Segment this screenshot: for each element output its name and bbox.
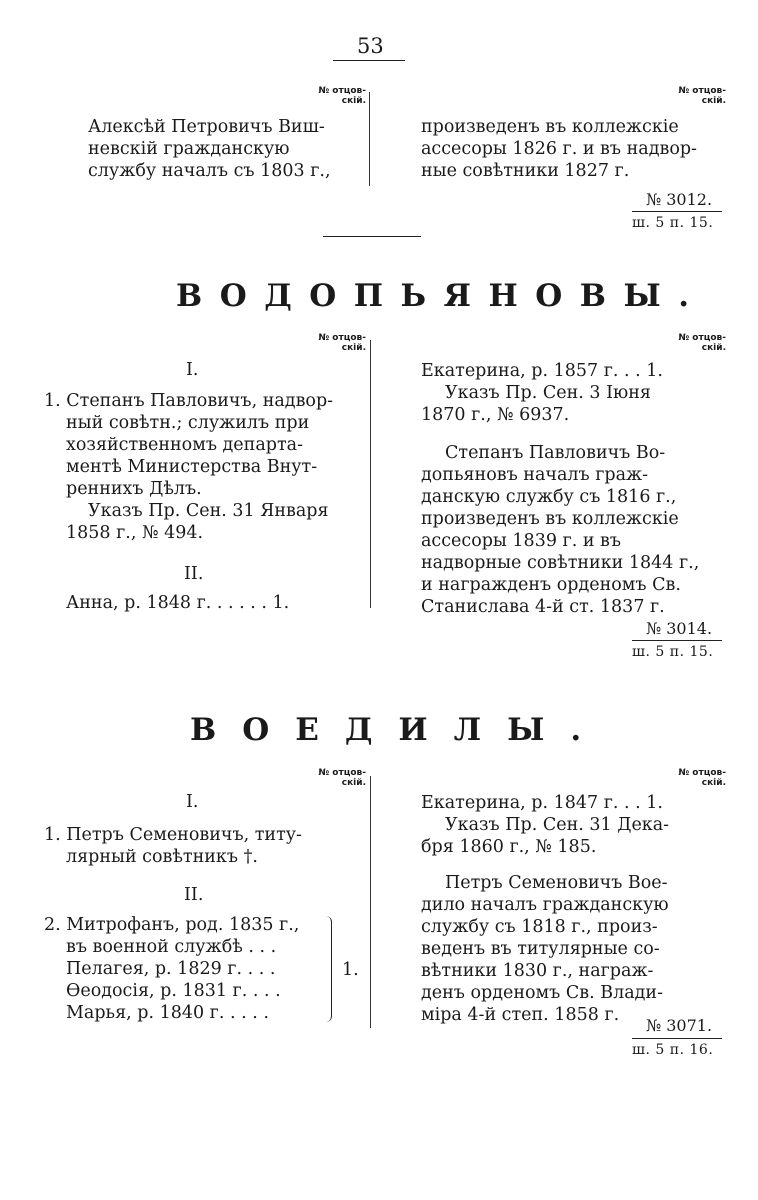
top-end-rule (323, 236, 421, 237)
column-header-left: № отцов- скій. (318, 768, 366, 788)
children-count: 1. (342, 960, 359, 980)
top-shelf-mark: ш. 5 п. 15. (632, 215, 714, 231)
column-header-right: № отцов- скій. (678, 768, 726, 788)
header-rule (333, 60, 405, 61)
title-letters: ВОДОПЬЯНОВЫ. (176, 278, 707, 314)
top-left-text: Алексѣй Петровичъ Виш- невскій гражданскую службу началъ съ 1803 г., (88, 117, 331, 181)
shelf-mark: ш. 5 п. 16. (632, 1042, 714, 1058)
right-entry: Екатерина, р. 1857 г. . . 1. Указъ Пр. Сен. 3 Іюня 1870 г., № 6937. (421, 361, 663, 425)
column-header-left: № отцов- скій. (318, 333, 366, 353)
biography: Степанъ Павловичъ Во- допьяновъ началъ граж- данскую службу съ 1816 г., произведенъ въ коллежскіе ассесоры 1839 г. и въ надворные совѣтники 1844 г., и награжденъ орденомъ Св. Станислава 4-й ст. 1837 г. (421, 443, 700, 617)
anna-entry: Анна, р. 1848 г. . . . . . 1. (66, 593, 290, 613)
brace (321, 916, 332, 1022)
column-header-right: № отцов- скій. (678, 86, 726, 106)
right-entry: Екатерина, р. 1847 г. . . 1. Указъ Пр. Сен. 31 Дека- бря 1860 г., № 185. (421, 793, 670, 857)
record-number: № 3071. (646, 1016, 713, 1035)
column-divider (370, 776, 371, 1028)
top-number-rule (632, 211, 722, 212)
column-header-left: № отцов- скій. (318, 86, 366, 106)
section-heading: I. (186, 360, 199, 380)
family-title-vodopyanovy (176, 278, 707, 314)
column-header-right: № отцов- скій. (678, 333, 726, 353)
record-number: № 3014. (646, 619, 713, 638)
section-heading: I. (186, 792, 199, 812)
number-rule (632, 1038, 722, 1039)
top-record-number: № 3012. (646, 190, 713, 209)
number-rule (632, 640, 722, 641)
shelf-mark: ш. 5 п. 15. (632, 644, 714, 660)
column-divider (370, 340, 371, 608)
column-divider (369, 92, 370, 186)
biography: Петръ Семеновичъ Вое- дило началъ гражданскую службу съ 1818 г., произ- веденъ въ титулярные со- вѣтники 1830 г., награж- денъ орденомъ Св. Влади- міра 4-й степ. 1858 г. (421, 873, 669, 1025)
section-heading: II. (184, 564, 204, 584)
section-heading: II. (184, 885, 204, 905)
family-title-voedily: ВОЕДИЛЫ. (190, 712, 608, 748)
person-entry: 1. Петръ Семеновичъ, титу- лярный совѣтникъ †. (44, 825, 302, 867)
top-right-text: произведенъ въ коллежскіе ассесоры 1826 г. и въ надвор- ные совѣтники 1827 г. (421, 117, 697, 181)
page-number: 53 (357, 34, 384, 58)
children-list: 2. Митрофанъ, род. 1835 г., въ военной службѣ . . . Пелагея, р. 1829 г. . . . Өеодосія, р. 1831 г. . . . Марья, р. 1840 г. . . . . (44, 915, 300, 1023)
person-entry: 1. Степанъ Павловичъ, надвор- ный совѣтн.; служилъ при хозяйственномъ департа- ментѣ Министерства Внут- реннихъ Дѣлъ. Указъ Пр. Сен. 31 Января 1858 г., № 494. (44, 391, 334, 543)
